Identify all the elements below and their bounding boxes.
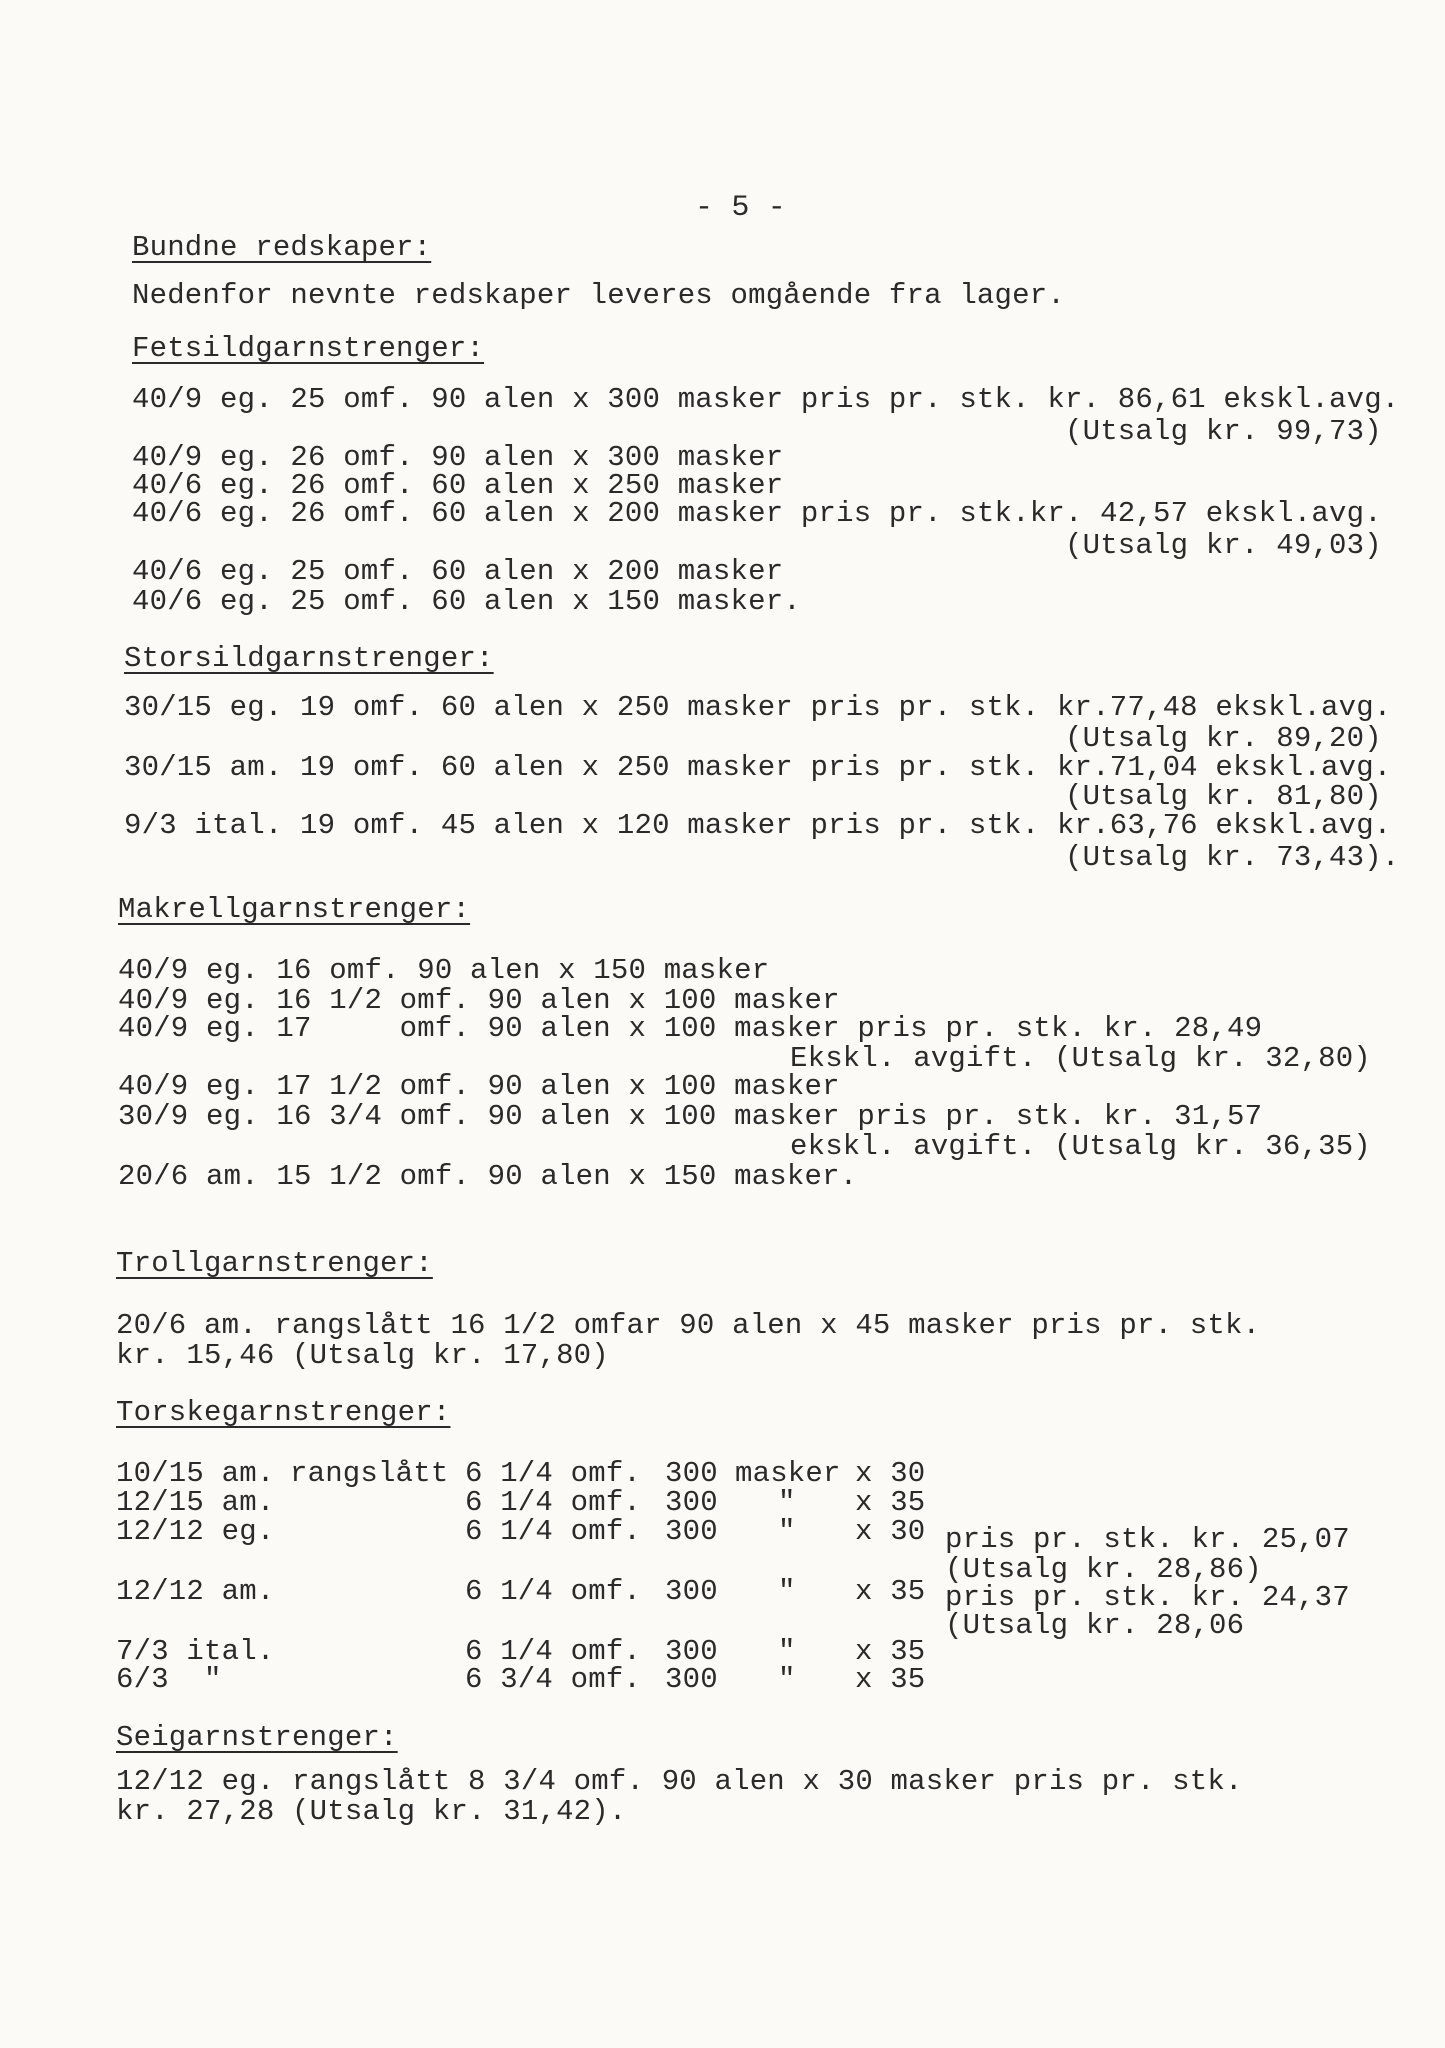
fetsild-line: 40/6 eg. 26 omf. 60 alen x 200 masker pris pr. stk.kr. 42,57 ekskl.avg.: [132, 497, 1382, 530]
torske-unit: ": [778, 1575, 796, 1608]
torske-mult: x 35: [855, 1486, 926, 1519]
torske-omf: 6 3/4 omf.: [465, 1663, 642, 1696]
fetsild-heading: Fetsildgarnstrenger:: [132, 332, 485, 365]
torske-mult: x 35: [855, 1575, 926, 1608]
bundne-heading: Bundne redskaper:: [132, 231, 432, 264]
fetsild-sale: (Utsalg kr. 49,03): [1065, 529, 1382, 562]
storsild-line: 9/3 ital. 19 omf. 45 alen x 120 masker pris pr. stk. kr.63,76 ekskl.avg.: [124, 809, 1392, 842]
sei-heading: Seigarnstrenger:: [116, 1721, 398, 1754]
torske-type: rangslått: [290, 1457, 449, 1490]
storsild-sale: (Utsalg kr. 89,20): [1065, 722, 1382, 755]
torske-count: 300: [665, 1515, 718, 1548]
torske-count: 300: [665, 1575, 718, 1608]
torske-mult: x 35: [855, 1635, 926, 1668]
troll-heading: Trollgarnstrenger:: [116, 1247, 433, 1280]
torske-spec: 12/12 am.: [116, 1575, 275, 1608]
fetsild-line: 40/9 eg. 26 omf. 90 alen x 300 masker: [132, 441, 784, 474]
torske-unit: ": [778, 1515, 796, 1548]
torske-unit: masker: [735, 1457, 841, 1490]
torske-count: 300: [665, 1486, 718, 1519]
torske-spec: 7/3 ital.: [116, 1635, 275, 1668]
torske-price: pris pr. stk. kr. 25,07: [945, 1523, 1350, 1556]
makrell-line: 40/9 eg. 16 omf. 90 alen x 150 masker: [118, 954, 770, 987]
torske-unit: ": [778, 1486, 796, 1519]
torske-sale: (Utsalg kr. 28,86): [945, 1553, 1262, 1586]
makrell-line: 30/9 eg. 16 3/4 omf. 90 alen x 100 masker pris pr. stk. kr. 31,57: [118, 1100, 1263, 1133]
storsild-line: 30/15 eg. 19 omf. 60 alen x 250 masker pris pr. stk. kr.77,48 ekskl.avg.: [124, 691, 1392, 724]
fetsild-line: 40/6 eg. 25 omf. 60 alen x 150 masker.: [132, 585, 801, 618]
torske-spec: 12/12 eg.: [116, 1515, 275, 1548]
torske-unit: ": [778, 1635, 796, 1668]
sei-line: 12/12 eg. rangslått 8 3/4 omf. 90 alen x 30 masker pris pr. stk.: [116, 1765, 1243, 1798]
torske-count: 300: [665, 1635, 718, 1668]
fetsild-line: 40/6 eg. 26 omf. 60 alen x 250 masker: [132, 469, 784, 502]
bundne-intro: Nedenfor nevnte redskaper leveres omgående fra lager.: [132, 279, 1065, 312]
torske-spec: 10/15 am.: [116, 1457, 275, 1490]
torske-count: 300: [665, 1663, 718, 1696]
fetsild-sale: (Utsalg kr. 99,73): [1065, 415, 1382, 448]
makrell-heading: Makrellgarnstrenger:: [118, 893, 471, 926]
makrell-line: 40/9 eg. 16 1/2 omf. 90 alen x 100 masker: [118, 984, 840, 1017]
sei-line: kr. 27,28 (Utsalg kr. 31,42).: [116, 1795, 627, 1828]
torske-omf: 6 1/4 omf.: [465, 1515, 642, 1548]
fetsild-line: 40/6 eg. 25 omf. 60 alen x 200 masker: [132, 555, 784, 588]
page-number: - 5 -: [695, 191, 787, 225]
makrell-line: 40/9 eg. 17 1/2 omf. 90 alen x 100 masker: [118, 1070, 840, 1103]
troll-line: 20/6 am. rangslått 16 1/2 omfar 90 alen x 45 masker pris pr. stk.: [116, 1309, 1261, 1342]
fetsild-line: 40/9 eg. 25 omf. 90 alen x 300 masker pris pr. stk. kr. 86,61 ekskl.avg.: [132, 383, 1400, 416]
storsild-heading: Storsildgarnstrenger:: [124, 642, 494, 675]
storsild-sale: (Utsalg kr. 73,43).: [1065, 841, 1400, 874]
makrell-line: 40/9 eg. 17 omf. 90 alen x 100 masker pris pr. stk. kr. 28,49: [118, 1012, 1263, 1045]
troll-line: kr. 15,46 (Utsalg kr. 17,80): [116, 1339, 609, 1372]
torske-sale: (Utsalg kr. 28,06: [945, 1609, 1245, 1642]
torske-spec: 12/15 am.: [116, 1486, 275, 1519]
torske-omf: 6 1/4 omf.: [465, 1635, 642, 1668]
torske-count: 300: [665, 1457, 718, 1490]
makrell-line: 20/6 am. 15 1/2 omf. 90 alen x 150 masker.: [118, 1160, 858, 1193]
torske-mult: x 30: [855, 1457, 926, 1490]
torske-omf: 6 1/4 omf.: [465, 1575, 642, 1608]
storsild-line: 30/15 am. 19 omf. 60 alen x 250 masker pris pr. stk. kr.71,04 ekskl.avg.: [124, 751, 1392, 784]
makrell-sale: ekskl. avgift. (Utsalg kr. 36,35): [790, 1130, 1371, 1163]
torske-mult: x 35: [855, 1663, 926, 1696]
torske-price: pris pr. stk. kr. 24,37: [945, 1581, 1350, 1614]
torske-omf: 6 1/4 omf.: [465, 1486, 642, 1519]
torske-omf: 6 1/4 omf.: [465, 1457, 642, 1490]
torske-spec: 6/3 ": [116, 1663, 222, 1696]
makrell-sale: Ekskl. avgift. (Utsalg kr. 32,80): [790, 1042, 1371, 1075]
storsild-sale: (Utsalg kr. 81,80): [1065, 780, 1382, 813]
torske-heading: Torskegarnstrenger:: [116, 1396, 451, 1429]
torske-mult: x 30: [855, 1515, 926, 1548]
torske-unit: ": [778, 1663, 796, 1696]
